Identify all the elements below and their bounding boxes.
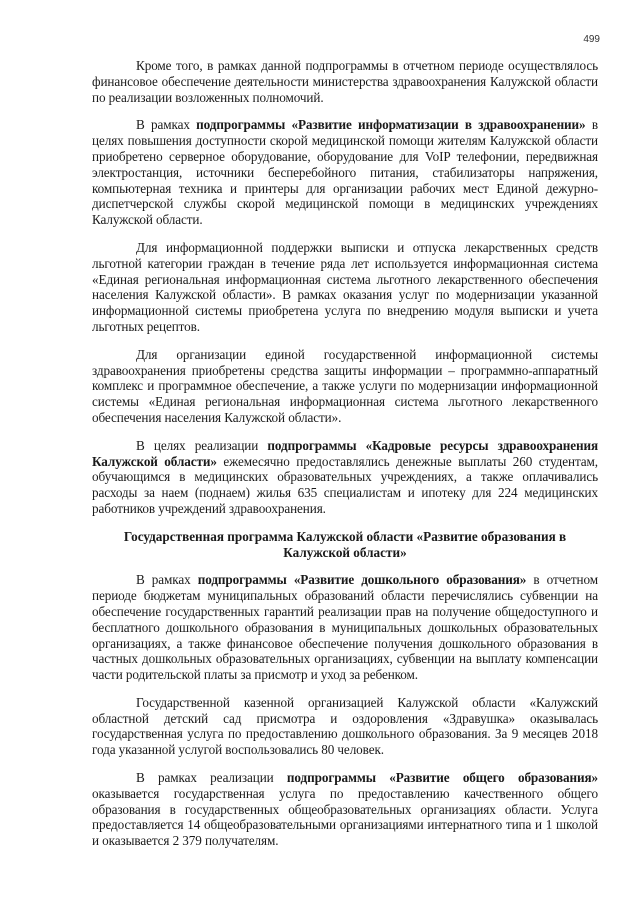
paragraph-info-security <box>92 347 598 426</box>
section-heading: Государственная программа Калужской области «Развитие образования в Калужской области» <box>123 528 567 560</box>
paragraph-informatization <box>92 117 598 228</box>
document-body <box>92 58 598 861</box>
subprogram-name: подпрограммы «Развитие дошкольного образования» <box>197 572 527 588</box>
subprogram-name: подпрограммы «Развитие информатизации в здравоохранении» <box>196 117 586 133</box>
paragraph-preschool <box>92 572 598 683</box>
subprogram-name: подпрограммы «Развитие общего образования» <box>286 770 598 786</box>
paragraph-personnel <box>92 438 598 517</box>
page-number: 499 <box>583 34 600 45</box>
paragraph-text: Для информационной поддержки выписки и отпуска лекарственных средств льготной категории граждан в течение ряда лет используется информационная система «Единая региональная информационная система льготного лекарственного обеспечения населения Калужской области». В рамках оказания услуг по модернизации указанной информационной системы приобретена услуга по внедрению модуля выписки и учета льготных рецептов. <box>92 239 598 334</box>
paragraph-text: в отчетном периоде бюджетам муниципальных образований области перечислялись субвенции на обеспечение государственных гарантий реализации прав на получение общедоступного и бесплатного дошкольного образования в муниципальных дошкольных образовательных организациях, а также финансовое обеспечение получения дошкольного образования в частных дошкольных образовательных организациях, субвенции на выплату компенсации части родительской платы за присмотр и уход за ребенком. <box>92 572 599 683</box>
paragraph-text: Кроме того, в рамках данной подпрограммы в отчетном периоде осуществлялось финансовое обеспечение деятельности министерства здравоохранения Калужской области по реализации возложенных полномочий. <box>92 58 598 105</box>
paragraph-text: В рамках реализации <box>136 770 287 786</box>
paragraph-text: ежемесячно предоставлялись денежные выплаты 260 студентам, обучающимся в медицинских образовательных учреждениях, а также оплачивались расходы за наем (поднаем) жилья 635 специалистам и ипотеку для 224 медицинских работников учреждений здравоохранения. <box>92 453 598 516</box>
paragraph-kindergarten <box>92 695 598 758</box>
subprogram-name: подпрограммы «Кадровые ресурсы здравоохранения Калужской области» <box>92 437 599 469</box>
paragraph-financing <box>92 58 598 105</box>
paragraph-text: Государственной казенной организацией Калужской области «Калужский областной детский сад присмотра и оздоровления «Здравушка» оказывалась государственная услуга по предоставлению дошкольного образования. За 9 месяцев 2018 года указанной услугой воспользовались 80 человек. <box>92 694 598 758</box>
paragraph-general-education <box>92 770 598 849</box>
paragraph-text: Для организации единой государственной информационной системы здравоохранения приобретены средства защиты информации – программно-аппаратный комплекс и программное обеспечение, а также услуги по модернизации информационной системы «Единая региональная информационная система льготного лекарственного обеспечения населения Калужской области». <box>92 346 598 425</box>
paragraph-text: оказывается государственная услуга по предоставлению качественного общего образования в государственных общеобразовательных организациях области. Услуга предоставляется 14 общеобразовательными организациями интернатного типа и 1 школой и оказывается 2 379 получателям. <box>92 785 598 849</box>
paragraph-drug-support <box>92 240 598 335</box>
paragraph-text: В рамках <box>136 572 198 588</box>
paragraph-text: В целях реализации <box>136 437 268 453</box>
paragraph-text: В рамках <box>136 117 197 133</box>
paragraph-text: в целях повышения доступности скорой медицинской помощи жителям Калужской области приобретено серверное оборудование, оборудование для VoIP телефонии, передвижная электростанция, источники бесперебойного питания, стабилизаторы напряжения, компьютерная техника и принтеры для организации рабочих мест Единой дежурно-диспетчерской службы скорой медицинской помощи в медицинских учреждениях Калужской области. <box>92 117 598 228</box>
